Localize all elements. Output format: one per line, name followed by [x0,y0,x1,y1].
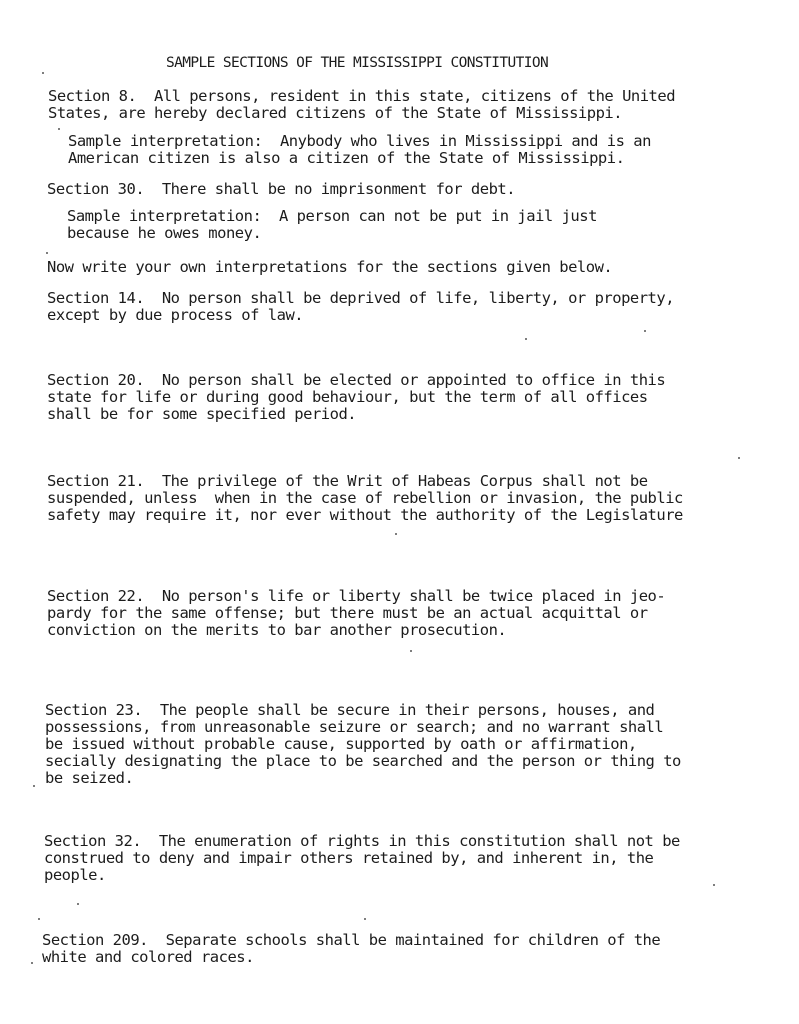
section-14-line-1: Section 14. No person shall be deprived of life, liberty, or property, [47,289,675,307]
section-23-line-4: secially designating the place to be searched and the person or thing to [45,752,681,770]
section-8-line-1: Section 8. All persons, resident in this state, citizens of the United [48,87,676,105]
section-22-line-1: Section 22. No person's life or liberty shall be twice placed in jeo- [47,587,666,605]
section-209-line-2: white and colored races. [42,948,254,966]
scan-speck [738,457,740,459]
scan-speck [77,903,79,905]
scan-speck [713,884,715,886]
section-8-interpretation-line-2: American citizen is also a citizen of the State of Mississippi. [68,149,625,167]
scan-speck [644,330,646,332]
section-30-interpretation-line-2: because he owes money. [67,224,262,242]
scan-speck [33,785,35,787]
section-21-line-2: suspended, unless when in the case of rebellion or invasion, the public [47,489,683,507]
section-209-line-1: Section 209. Separate schools shall be maintained for children of the [42,931,661,949]
section-23-line-3: be issued without probable cause, supported by oath or affirmation, [45,735,637,753]
section-30-interpretation-line-1: Sample interpretation: A person can not be put in jail just [67,207,597,225]
section-22-line-2: pardy for the same offense; but there must be an actual acquittal or [47,604,648,622]
scan-speck [31,962,33,964]
section-30-line-1: Section 30. There shall be no imprisonment for debt. [47,180,516,198]
section-22-line-3: conviction on the merits to bar another prosecution. [47,621,507,639]
section-8-interpretation-line-1: Sample interpretation: Anybody who lives in Mississippi and is an [68,132,651,150]
section-20-line-2: state for life or during good behaviour, but the term of all offices [47,388,648,406]
section-23-line-5: be seized. [45,769,134,787]
scan-speck [410,650,412,652]
section-32-line-1: Section 32. The enumeration of rights in this constitution shall not be [44,832,680,850]
section-8-line-2: States, are hereby declared citizens of the State of Mississippi. [48,104,623,122]
section-20-line-3: shall be for some specified period. [47,405,357,423]
scan-speck [38,918,40,920]
section-14-line-2: except by due process of law. [47,306,304,324]
document-title: SAMPLE SECTIONS OF THE MISSISSIPPI CONSTITUTION [166,55,549,71]
scan-speck [364,918,366,920]
section-32-line-2: construed to deny and impair others retained by, and inherent in, the [44,849,654,867]
scan-speck [395,533,397,535]
scan-speck [42,72,44,74]
scan-speck [525,338,527,340]
section-21-line-3: safety may require it, nor ever without the authority of the Legislature [47,506,683,524]
scan-speck [58,128,60,130]
section-32-line-3: people. [44,866,106,884]
instruction-text: Now write your own interpretations for the sections given below. [47,258,613,276]
section-23-line-2: possessions, from unreasonable seizure or search; and no warrant shall [45,718,664,736]
section-23-line-1: Section 23. The people shall be secure in their persons, houses, and [45,701,655,719]
section-20-line-1: Section 20. No person shall be elected or appointed to office in this [47,371,666,389]
section-21-line-1: Section 21. The privilege of the Writ of Habeas Corpus shall not be [47,472,648,490]
scan-speck [46,252,48,254]
